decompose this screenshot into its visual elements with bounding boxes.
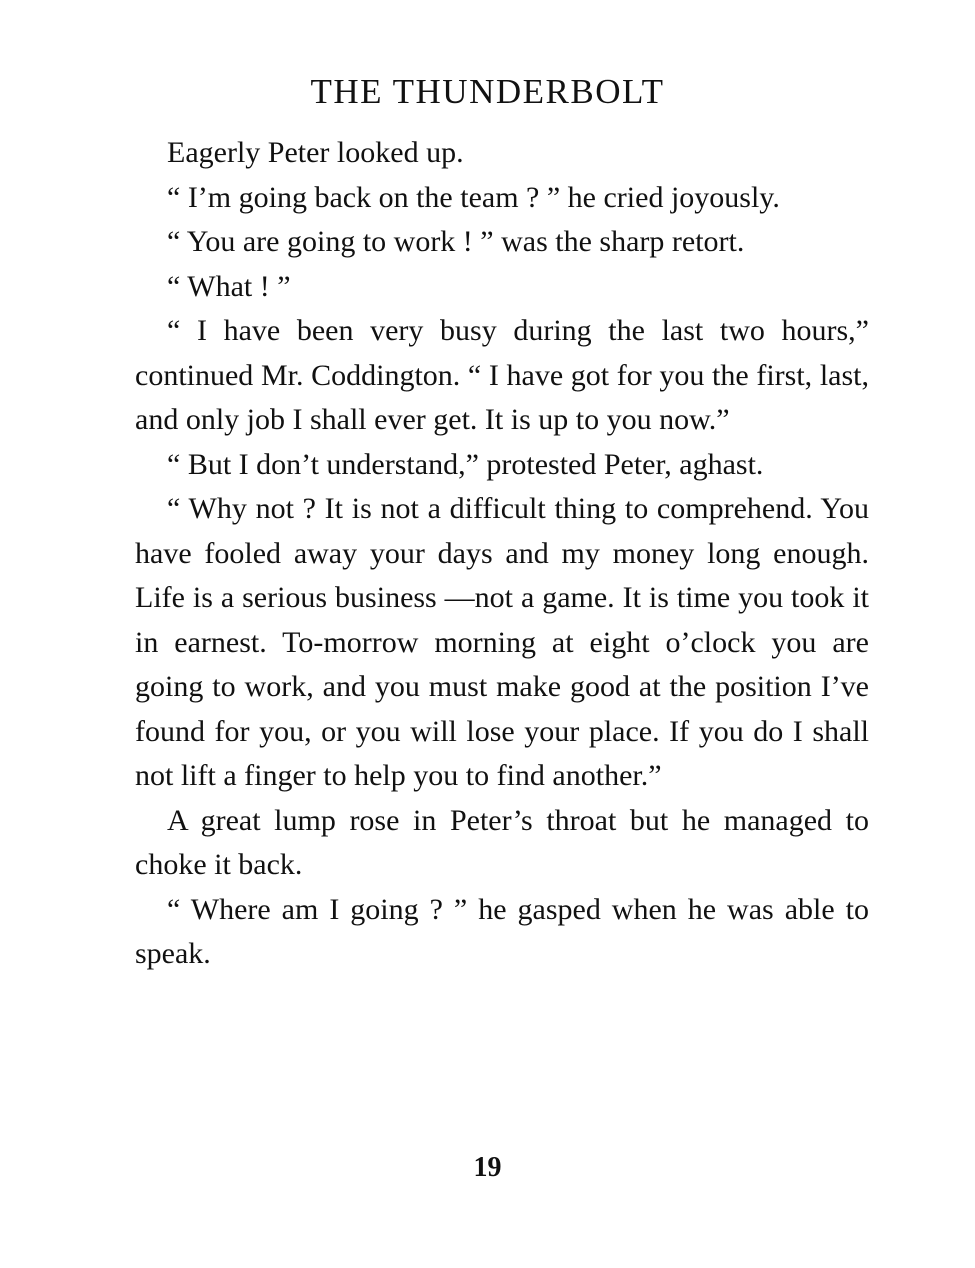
paragraph: “ I have been very busy during the last two hours,” continued Mr. Coddington. “ I have got for you the first, last, and only job I shall ever get. It is up to you now.” (135, 314, 869, 436)
paragraph: “ But I don’t understand,” protested Peter, aghast. (167, 447, 764, 481)
paragraph: “ What ! ” (167, 269, 291, 303)
body-text (135, 131, 869, 977)
paragraph: A great lump rose in Peter’s throat but he managed to choke it back. (135, 803, 869, 881)
paragraph: “ Where am I going ? ” he gasped when he was able to speak. (135, 892, 869, 970)
running-head: THE THUNDERBOLT (310, 72, 665, 111)
paragraph: “ I’m going back on the team ? ” he cried joyously. (167, 180, 780, 214)
paragraph: “ You are going to work ! ” was the sharp retort. (167, 225, 745, 258)
page-number: 19 (473, 1152, 502, 1183)
paragraph: Eagerly Peter looked up. (167, 136, 464, 169)
paragraph: “ Why not ? It is not a difficult thing to comprehend. You have fooled away your days and my money long enough. Life is a serious business —not a game. It is time you took it in earnest. To-morrow morning at eight o’clock you are going to work, and you must make good at the position I’ve found for you, or you will lose your place. If you do I shall not lift a finger to help you to find another.” (135, 492, 869, 792)
